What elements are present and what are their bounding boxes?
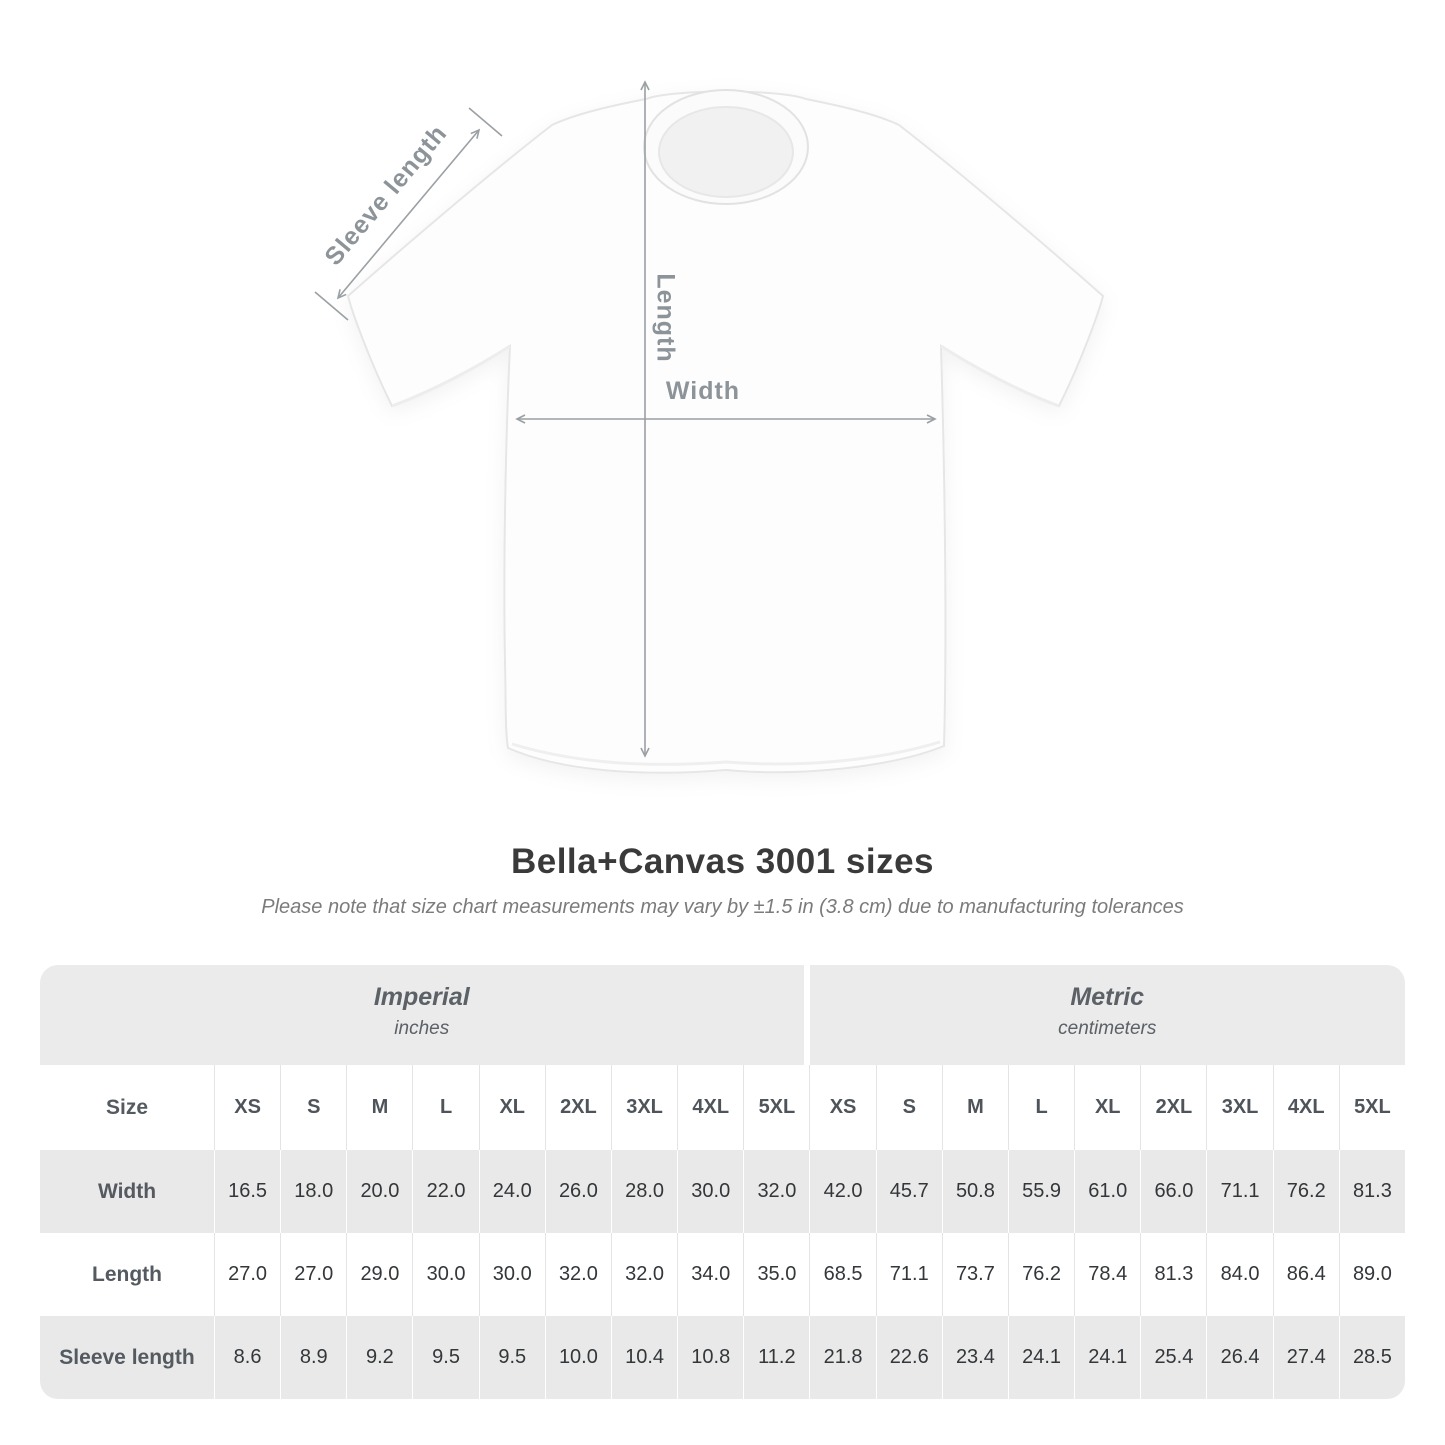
heading — [0, 842, 1445, 919]
imperial-value-cell: 27.0 — [214, 1233, 280, 1316]
size-header-metric-2xl: 2XL — [1140, 1065, 1206, 1150]
metric-value-cell: 24.1 — [1008, 1316, 1074, 1399]
imperial-value-cell: 32.0 — [545, 1233, 611, 1316]
metric-value-cell: 73.7 — [942, 1233, 1008, 1316]
metric-value-cell: 27.4 — [1273, 1316, 1339, 1399]
measurement-row-label: Length — [40, 1233, 214, 1316]
length-label: Length — [651, 273, 680, 363]
size-header-metric-3xl: 3XL — [1206, 1065, 1272, 1150]
size-header-metric-m: M — [942, 1065, 1008, 1150]
imperial-value-cell: 32.0 — [743, 1150, 809, 1233]
size-header-metric-4xl: 4XL — [1273, 1065, 1339, 1150]
size-header-imperial-l: L — [412, 1065, 478, 1150]
imperial-value-cell: 10.0 — [545, 1316, 611, 1399]
metric-value-cell: 68.5 — [809, 1233, 875, 1316]
size-header-metric-xs: XS — [809, 1065, 875, 1150]
imperial-value-cell: 35.0 — [743, 1233, 809, 1316]
size-header-metric-s: S — [876, 1065, 942, 1150]
imperial-value-cell: 29.0 — [346, 1233, 412, 1316]
size-table — [40, 965, 1405, 1399]
size-header-imperial-s: S — [280, 1065, 346, 1150]
metric-value-cell: 71.1 — [1206, 1150, 1272, 1233]
size-header-imperial-3xl: 3XL — [611, 1065, 677, 1150]
size-header-imperial-xl: XL — [479, 1065, 545, 1150]
imperial-value-cell: 11.2 — [743, 1316, 809, 1399]
metric-value-cell: 81.3 — [1339, 1150, 1405, 1233]
size-header-imperial-4xl: 4XL — [677, 1065, 743, 1150]
imperial-unit: inches — [394, 1017, 450, 1039]
size-header-metric-l: L — [1008, 1065, 1074, 1150]
metric-value-cell: 84.0 — [1206, 1233, 1272, 1316]
metric-value-cell: 23.4 — [942, 1316, 1008, 1399]
metric-value-cell: 26.4 — [1206, 1316, 1272, 1399]
metric-value-cell: 42.0 — [809, 1150, 875, 1233]
size-header-imperial-xs: XS — [214, 1065, 280, 1150]
imperial-label: Imperial — [373, 982, 470, 1011]
imperial-value-cell: 9.5 — [479, 1316, 545, 1399]
metric-value-cell: 22.6 — [876, 1316, 942, 1399]
imperial-group-header — [40, 965, 810, 1065]
metric-value-cell: 24.1 — [1074, 1316, 1140, 1399]
metric-value-cell: 50.8 — [942, 1150, 1008, 1233]
metric-value-cell: 86.4 — [1273, 1233, 1339, 1316]
unit-band — [40, 965, 1405, 1065]
size-grid — [40, 1065, 1405, 1399]
imperial-value-cell: 34.0 — [677, 1233, 743, 1316]
metric-value-cell: 89.0 — [1339, 1233, 1405, 1316]
imperial-value-cell: 26.0 — [545, 1150, 611, 1233]
tshirt-silhouette — [348, 90, 1103, 773]
metric-value-cell: 71.1 — [876, 1233, 942, 1316]
imperial-value-cell: 27.0 — [280, 1233, 346, 1316]
imperial-value-cell: 18.0 — [280, 1150, 346, 1233]
metric-group-header — [810, 965, 1406, 1065]
size-header-imperial-5xl: 5XL — [743, 1065, 809, 1150]
width-label: Width — [665, 377, 741, 405]
metric-value-cell: 76.2 — [1008, 1233, 1074, 1316]
size-column-header: Size — [40, 1065, 214, 1150]
size-header-metric-5xl: 5XL — [1339, 1065, 1405, 1150]
metric-value-cell: 45.7 — [876, 1150, 942, 1233]
metric-unit: centimeters — [1058, 1017, 1157, 1039]
imperial-value-cell: 8.6 — [214, 1316, 280, 1399]
size-header-metric-xl: XL — [1074, 1065, 1140, 1150]
imperial-value-cell: 8.9 — [280, 1316, 346, 1399]
collar-inner — [659, 107, 793, 197]
imperial-value-cell: 16.5 — [214, 1150, 280, 1233]
metric-value-cell: 28.5 — [1339, 1316, 1405, 1399]
imperial-value-cell: 22.0 — [412, 1150, 478, 1233]
metric-label: Metric — [1070, 982, 1145, 1011]
metric-value-cell: 78.4 — [1074, 1233, 1140, 1316]
imperial-value-cell: 28.0 — [611, 1150, 677, 1233]
sleeve-length-label: Sleeve length — [319, 119, 453, 271]
size-header-imperial-m: M — [346, 1065, 412, 1150]
metric-value-cell: 66.0 — [1140, 1150, 1206, 1233]
imperial-value-cell: 20.0 — [346, 1150, 412, 1233]
page-title: Bella+Canvas 3001 sizes — [510, 842, 935, 881]
metric-value-cell: 76.2 — [1273, 1150, 1339, 1233]
imperial-value-cell: 10.8 — [677, 1316, 743, 1399]
tolerance-note: Please note that size chart measurements may vary by ±1.5 in (3.8 cm) due to manufacturing tolerances — [261, 896, 1184, 918]
metric-value-cell: 61.0 — [1074, 1150, 1140, 1233]
metric-value-cell: 25.4 — [1140, 1316, 1206, 1399]
imperial-value-cell: 9.5 — [412, 1316, 478, 1399]
imperial-value-cell: 30.0 — [479, 1233, 545, 1316]
imperial-value-cell: 24.0 — [479, 1150, 545, 1233]
measurement-row-label: Width — [40, 1150, 214, 1233]
metric-value-cell: 55.9 — [1008, 1150, 1074, 1233]
imperial-value-cell: 9.2 — [346, 1316, 412, 1399]
imperial-value-cell: 10.4 — [611, 1316, 677, 1399]
imperial-value-cell: 32.0 — [611, 1233, 677, 1316]
size-header-imperial-2xl: 2XL — [545, 1065, 611, 1150]
imperial-value-cell: 30.0 — [677, 1150, 743, 1233]
imperial-value-cell: 30.0 — [412, 1233, 478, 1316]
metric-value-cell: 21.8 — [809, 1316, 875, 1399]
measurement-row-label: Sleeve length — [40, 1316, 214, 1399]
metric-value-cell: 81.3 — [1140, 1233, 1206, 1316]
